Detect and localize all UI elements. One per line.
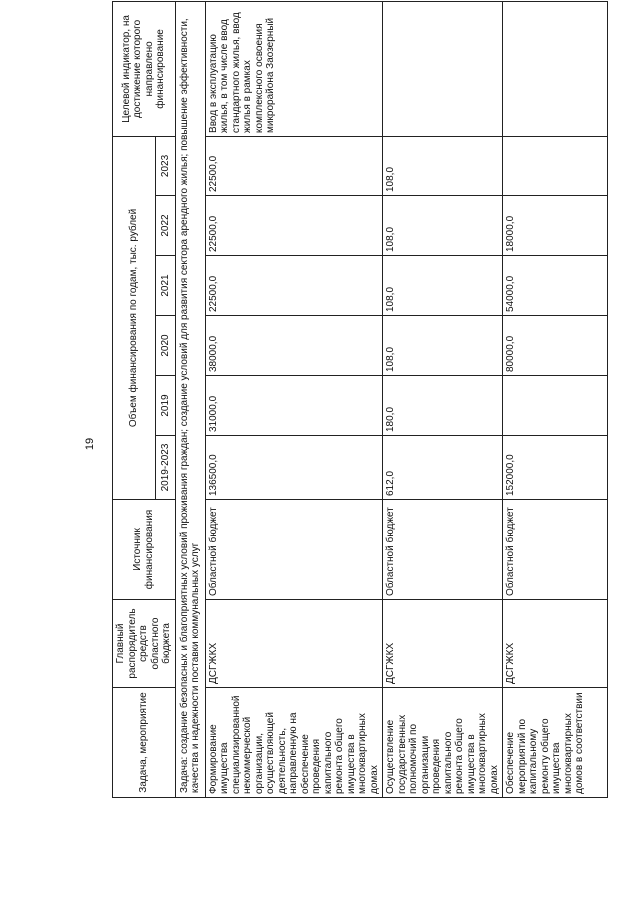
header-funding-group: Объем финансирования по годам, тыс. рублей <box>113 136 156 499</box>
source-cell: Областной бюджет <box>503 500 608 600</box>
source-cell: Областной бюджет <box>383 500 503 600</box>
value-cell: 22500,0 <box>205 256 383 316</box>
table-row <box>503 1 608 797</box>
value-cell: 108,0 <box>383 316 503 376</box>
value-cell: 54000,0 <box>503 256 608 316</box>
value-cell: 108,0 <box>383 136 503 195</box>
value-cell: 18000,0 <box>503 196 608 256</box>
value-cell: 136500,0 <box>205 436 383 500</box>
value-cell: 22500,0 <box>205 196 383 256</box>
manager-cell: ДСГЖКХ <box>383 600 503 688</box>
activity-cell: Осуществление государственных полномочий по организации проведения капитального ремонта общего имущества в многоквартирных домах <box>383 688 503 798</box>
header-source: Источник финансирования <box>113 500 176 600</box>
value-cell <box>503 376 608 436</box>
value-cell: 108,0 <box>383 196 503 256</box>
value-cell: 152000,0 <box>503 436 608 500</box>
value-cell <box>503 136 608 195</box>
value-cell: 31000,0 <box>205 376 383 436</box>
rotated-page-content <box>112 2 612 798</box>
header-year: 2022 <box>156 196 175 256</box>
financing-table <box>112 1 608 798</box>
header-task: Задача, мероприятие <box>113 688 176 798</box>
header-manager: Главный распорядитель средств областного бюджета <box>113 600 176 688</box>
value-cell: 108,0 <box>383 256 503 316</box>
value-cell: 22500,0 <box>205 136 383 195</box>
manager-cell: ДСГЖКХ <box>503 600 608 688</box>
activity-cell: Обеспечение мероприятий по капитальному ремонту общего имущества многоквартирных домов в соответствии <box>503 688 608 798</box>
activity-cell: Формирование имущества специализированной некоммерческой организации, осуществляющей деятельность, направленную на обеспечение проведения капитального ремонта общего имущества в многоквартирных домах <box>205 688 383 798</box>
value-cell: 80000,0 <box>503 316 608 376</box>
page-number: 19 <box>84 437 96 451</box>
target-cell: Ввод в эксплуатацию жилья, в том числе ввод стандартного жилья, ввод жилья в рамках комплексного освоения микрорайона Заозерный <box>205 1 383 136</box>
value-cell: 180,0 <box>383 376 503 436</box>
table-row <box>383 1 503 797</box>
source-cell: Областной бюджет <box>205 500 383 600</box>
task-description: Задача: создание безопасных и благоприятных условий проживания граждан; создание условий для развития сектора арендного жилья; повышение эффективности, качества и надежности поставки коммунальных услуг <box>175 1 205 797</box>
manager-cell: ДСГЖКХ <box>205 600 383 688</box>
header-year: 2019 <box>156 376 175 436</box>
target-cell <box>503 1 608 136</box>
value-cell: 38000,0 <box>205 316 383 376</box>
table-row <box>205 1 383 797</box>
header-year: 2019-2023 <box>156 436 175 500</box>
value-cell: 612,0 <box>383 436 503 500</box>
header-year: 2021 <box>156 256 175 316</box>
target-cell <box>383 1 503 136</box>
header-year: 2020 <box>156 316 175 376</box>
header-year: 2023 <box>156 136 175 195</box>
header-target: Целевой индикатор, на достижение которого направлено финансирование <box>113 1 176 136</box>
